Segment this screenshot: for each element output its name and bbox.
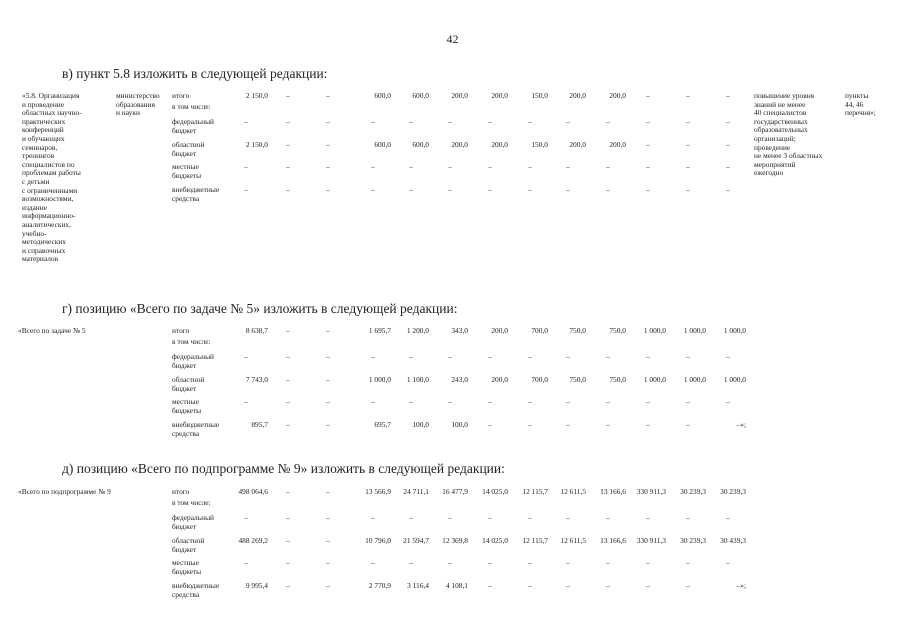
year-amount: – [488,513,492,522]
year-amount: – [326,117,330,126]
total-amount: – [244,352,248,361]
year-amount: – [686,581,690,590]
year-amount: – [646,162,650,171]
year-amount: 3 116,4 [407,581,429,590]
total-name-cell: «Всего по подпрограмме № 9 [18,487,111,496]
total-amount: 498 064,6 [238,487,268,496]
page-number: 42 [446,32,459,46]
year-amount: 750,0 [569,375,586,384]
year-amount: 2 770,9 [368,581,391,590]
year-amount: – [409,513,413,522]
year-amount: 14 025,0 [482,536,508,545]
year-amount: – [686,352,690,361]
year-amount: 4 108,1 [445,581,468,590]
year-amount: 600,0 [374,140,391,149]
year-amount: – [371,185,375,194]
year-amount: 30 439,3 [720,536,746,545]
total-amount: 7 743,0 [245,375,268,384]
year-amount: 600,0 [412,91,429,100]
year-amount: – [726,162,730,171]
year-amount: – [326,91,330,100]
year-amount: – [326,352,330,361]
year-amount: – [686,397,690,406]
year-amount: 1 000,0 [683,326,706,335]
year-amount: – [528,513,532,522]
year-amount: – [686,162,690,171]
year-amount: 700,0 [531,375,548,384]
year-amount: – [646,117,650,126]
total-name-cell: «Всего по задаче № 5 [18,326,86,335]
year-amount: – [528,185,532,194]
year-amount: – [409,117,413,126]
year-amount: – [646,581,650,590]
funding-source-label: местные бюджеты [172,558,202,576]
year-amount: – [326,420,330,429]
year-amount: – [528,420,532,429]
year-amount: 200,0 [491,375,508,384]
year-amount: – [286,536,290,545]
year-amount: – [726,185,730,194]
year-amount: – [488,162,492,171]
funding-source-label: итого [172,91,190,100]
year-amount: – [326,397,330,406]
measure-name-cell: «5.8. Организация и проведение областных научно- практических конференций и обучающих семинаров, тренингов специалистов по проблемам работы с детьми с ограниченными возможностями, издание информационно- аналитических, учебно- методических и справочных материалов [22,91,82,264]
year-amount: – [286,397,290,406]
funding-source-label: областной бюджет [172,536,205,554]
year-amount: – [286,420,290,429]
year-amount: – [686,117,690,126]
year-amount: – [488,117,492,126]
year-amount: – [286,140,290,149]
year-amount: – [286,513,290,522]
year-amount: – [566,185,570,194]
year-amount: 330 911,3 [636,487,666,496]
year-amount: – [326,185,330,194]
year-amount: – [488,420,492,429]
year-amount: – [326,375,330,384]
year-amount: 200,0 [451,140,468,149]
year-amount: – [286,326,290,335]
year-amount: – [528,352,532,361]
year-amount: 200,0 [491,326,508,335]
total-amount: 2 150,0 [245,140,268,149]
funding-source-label: внебюджетные средства [172,581,220,599]
year-amount: – [286,581,290,590]
year-amount: – [686,140,690,149]
points-cell: пункты 44, 46 перечня»; [845,91,876,118]
funding-source-label: в том числе: [172,337,211,346]
year-amount: – [566,420,570,429]
year-amount: – [371,162,375,171]
year-amount: – [606,558,610,567]
year-amount: 750,0 [609,375,626,384]
year-amount: – [286,558,290,567]
year-amount: – [448,162,452,171]
year-amount: – [566,352,570,361]
year-amount: – [646,420,650,429]
year-amount: – [646,185,650,194]
year-amount: – [528,117,532,126]
year-amount: – [286,117,290,126]
year-amount: – [566,162,570,171]
year-amount: 10 796,0 [365,536,391,545]
year-amount: – [409,185,413,194]
year-amount: – [646,397,650,406]
year-amount: – [606,162,610,171]
year-amount: 30 239,3 [680,487,706,496]
year-amount: – [528,581,532,590]
year-amount: – [448,513,452,522]
year-amount: – [686,185,690,194]
funding-source-label: местные бюджеты [172,397,202,415]
funding-source-label: федеральный бюджет [172,513,214,531]
year-amount: 1 695,7 [368,326,391,335]
year-amount: – [286,352,290,361]
year-amount: – [371,513,375,522]
year-amount: – [286,91,290,100]
year-amount: – [726,140,730,149]
year-amount: – [448,558,452,567]
year-amount: 200,0 [609,91,626,100]
year-amount: 200,0 [451,91,468,100]
year-amount: 1 200,0 [406,326,429,335]
year-amount: – [606,397,610,406]
year-amount: 330 911,3 [636,536,666,545]
year-amount: – [606,581,610,590]
year-amount: – [409,162,413,171]
year-amount: – [528,558,532,567]
total-amount: – [244,513,248,522]
funding-source-label: местные бюджеты [172,162,202,180]
year-amount: – [286,162,290,171]
year-amount: 13 566,9 [365,487,391,496]
total-amount: – [244,185,248,194]
year-amount: – [286,185,290,194]
year-amount: 12 611,5 [560,487,586,496]
funding-source-label: областной бюджет [172,375,205,393]
year-amount: – [646,91,650,100]
year-amount: 100,0 [412,420,429,429]
year-amount: 343,0 [451,326,468,335]
year-amount: – [566,117,570,126]
year-amount: – [488,558,492,567]
year-amount: –»; [736,420,746,429]
year-amount: 200,0 [491,91,508,100]
year-amount: – [448,117,452,126]
year-amount: 1 000,0 [643,375,666,384]
year-amount: – [606,185,610,194]
year-amount: 1 000,0 [368,375,391,384]
year-amount: 30 239,3 [680,536,706,545]
year-amount: – [606,420,610,429]
total-amount: – [244,162,248,171]
total-amount: – [244,558,248,567]
year-amount: 1 000,0 [723,326,746,335]
year-amount: – [286,375,290,384]
year-amount: 750,0 [569,326,586,335]
year-amount: – [409,397,413,406]
year-amount: – [448,397,452,406]
year-amount: 12 611,5 [560,536,586,545]
year-amount: 13 166,6 [600,487,626,496]
year-amount: 200,0 [569,140,586,149]
year-amount: – [326,581,330,590]
total-amount: 488 269,2 [238,536,268,545]
year-amount: – [371,117,375,126]
year-amount: – [606,117,610,126]
year-amount: 21 594,7 [403,536,429,545]
year-amount: – [726,397,730,406]
year-amount: – [566,513,570,522]
funding-source-label: внебюджетные средства [172,420,220,438]
funding-source-label: внебюджетные средства [172,185,220,203]
year-amount: – [371,558,375,567]
year-amount: – [566,581,570,590]
year-amount: 750,0 [609,326,626,335]
year-amount: – [488,352,492,361]
year-amount: – [371,352,375,361]
year-amount: 1 000,0 [683,375,706,384]
year-amount: – [726,513,730,522]
year-amount: – [646,513,650,522]
year-amount: – [409,558,413,567]
year-amount: 600,0 [374,91,391,100]
year-amount: – [646,558,650,567]
year-amount: 14 025,0 [482,487,508,496]
year-amount: 150,0 [531,91,548,100]
year-amount: – [646,140,650,149]
year-amount: 695,7 [374,420,391,429]
year-amount: – [286,487,290,496]
year-amount: – [488,397,492,406]
year-amount: –»; [736,581,746,590]
year-amount: 1 000,0 [643,326,666,335]
section-heading-task-5-total: г) позицию «Всего по задаче № 5» изложить в следующей редакции: [62,301,458,316]
year-amount: – [726,558,730,567]
year-amount: – [326,326,330,335]
year-amount: – [528,397,532,406]
total-amount: – [244,397,248,406]
total-amount: 2 150,0 [245,91,268,100]
funding-source-label: итого [172,487,190,496]
year-amount: 100,0 [451,420,468,429]
executor-cell: министерство образования и науки [116,91,160,118]
year-amount: 150,0 [531,140,548,149]
year-amount: 1 100,0 [406,375,429,384]
funding-source-label: в том числе: [172,102,211,111]
year-amount: 1 000,0 [723,375,746,384]
year-amount: – [726,91,730,100]
total-amount: 895,7 [251,420,268,429]
year-amount: 13 166,6 [600,536,626,545]
year-amount: – [726,352,730,361]
total-amount: – [244,117,248,126]
year-amount: – [686,91,690,100]
total-amount: 9 995,4 [245,581,268,590]
year-amount: 12 115,7 [522,536,548,545]
year-amount: – [326,513,330,522]
section-heading-subprogram-9-total: д) позицию «Всего по подпрограмме № 9» изложить в следующей редакции: [62,461,505,476]
funding-source-label: итого [172,326,190,335]
outcome-cell: повышение уровня знаний не менее 40 специалистов государственных образовательных организаций; проведение не менее 3 областных мероприятий ежегодно [754,91,823,178]
funding-source-label: федеральный бюджет [172,352,214,370]
year-amount: – [326,140,330,149]
year-amount: – [686,420,690,429]
year-amount: – [448,185,452,194]
year-amount: – [726,117,730,126]
section-heading-5-8: в) пункт 5.8 изложить в следующей редакции: [62,66,328,81]
year-amount: – [488,185,492,194]
year-amount: 24 711,1 [403,487,429,496]
year-amount: – [326,558,330,567]
year-amount: – [686,558,690,567]
year-amount: 700,0 [531,326,548,335]
year-amount: – [448,352,452,361]
year-amount: – [371,397,375,406]
year-amount: – [566,397,570,406]
funding-source-label: областной бюджет [172,140,205,158]
year-amount: – [646,352,650,361]
year-amount: 30 239,3 [720,487,746,496]
year-amount: – [686,513,690,522]
year-amount: – [606,352,610,361]
year-amount: – [326,487,330,496]
year-amount: 243,0 [451,375,468,384]
year-amount: – [528,162,532,171]
funding-source-label: в том числе: [172,498,211,507]
year-amount: 200,0 [491,140,508,149]
year-amount: – [326,162,330,171]
total-amount: 8 638,7 [245,326,268,335]
year-amount: – [606,513,610,522]
year-amount: – [409,352,413,361]
year-amount: – [326,536,330,545]
year-amount: – [566,558,570,567]
year-amount: 600,0 [412,140,429,149]
year-amount: – [488,581,492,590]
year-amount: 16 477,9 [442,487,468,496]
funding-source-label: федеральный бюджет [172,117,214,135]
year-amount: 200,0 [569,91,586,100]
year-amount: 200,0 [609,140,626,149]
year-amount: 12 115,7 [522,487,548,496]
year-amount: 12 369,8 [442,536,468,545]
